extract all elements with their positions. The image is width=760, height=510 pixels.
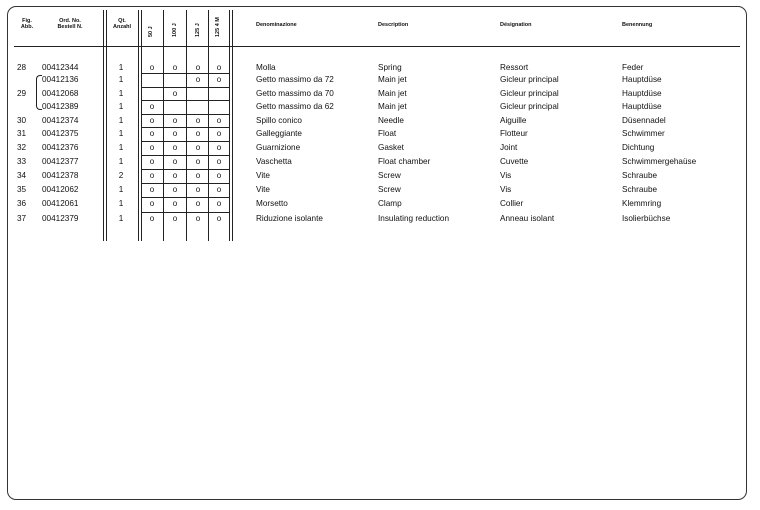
name-italian: Riduzione isolante	[256, 214, 323, 223]
model-mark: o	[195, 75, 201, 84]
quantity: 1	[118, 157, 124, 166]
mark-grid-line	[141, 114, 229, 115]
mark-grid-line	[141, 155, 229, 156]
model-mark: o	[216, 185, 222, 194]
name-english: Spring	[378, 63, 402, 72]
header-italian: Denominazione	[256, 22, 297, 28]
order-number: 00412344	[42, 63, 79, 72]
header-model-100j: 100 J	[172, 23, 178, 37]
quantity: 1	[118, 185, 124, 194]
name-french: Vis	[500, 171, 512, 180]
model-mark: o	[216, 143, 222, 152]
order-number: 00412379	[42, 214, 79, 223]
mark-grid-line	[141, 127, 229, 128]
name-english: Main jet	[378, 102, 407, 111]
model-mark: o	[149, 199, 155, 208]
name-french: Collier	[500, 199, 524, 208]
model-mark: o	[216, 199, 222, 208]
column-rule	[103, 10, 104, 241]
name-german: Schraube	[622, 171, 658, 180]
model-mark: o	[149, 157, 155, 166]
quantity: 1	[118, 63, 124, 72]
mark-grid-line	[141, 183, 229, 184]
name-italian: Getto massimo da 62	[256, 102, 334, 111]
name-german: Klemmring	[622, 199, 662, 208]
fig-number: 32	[17, 143, 27, 152]
mark-grid-line	[141, 73, 229, 74]
model-mark: o	[172, 116, 178, 125]
mark-grid-line	[141, 197, 229, 198]
order-number: 00412389	[42, 102, 79, 111]
name-german: Feder	[622, 63, 644, 72]
model-mark: o	[172, 199, 178, 208]
order-number: 00412068	[42, 89, 79, 98]
name-italian: Spillo conico	[256, 116, 302, 125]
name-french: Vis	[500, 185, 512, 194]
order-number: 00412376	[42, 143, 79, 152]
column-rule	[186, 10, 187, 241]
name-italian: Vite	[256, 171, 270, 180]
name-german: Hauptdüse	[622, 75, 662, 84]
column-rule	[138, 10, 139, 241]
name-italian: Guarnizione	[256, 143, 301, 152]
name-english: Screw	[378, 185, 401, 194]
name-italian: Vaschetta	[256, 157, 292, 166]
quantity: 1	[118, 75, 124, 84]
quantity: 1	[118, 199, 124, 208]
model-mark: o	[195, 214, 201, 223]
header-french: Désignation	[500, 22, 532, 28]
model-mark: o	[172, 171, 178, 180]
model-mark: o	[216, 214, 222, 223]
header-english: Description	[378, 22, 409, 28]
name-french: Gicleur principal	[500, 89, 559, 98]
quantity: 1	[118, 116, 124, 125]
column-rule	[232, 10, 233, 241]
name-german: Isolierbüchse	[622, 214, 671, 223]
column-rule	[163, 10, 164, 241]
model-mark: o	[216, 171, 222, 180]
model-mark: o	[149, 185, 155, 194]
column-rule	[106, 10, 107, 241]
model-mark: o	[195, 185, 201, 194]
order-number: 00412061	[42, 199, 79, 208]
fig-number: 31	[17, 129, 27, 138]
name-english: Screw	[378, 171, 401, 180]
name-german: Schraube	[622, 185, 658, 194]
name-english: Needle	[378, 116, 404, 125]
name-italian: Galleggiante	[256, 129, 302, 138]
name-german: Schwimmergehaüse	[622, 157, 697, 166]
model-mark: o	[172, 63, 178, 72]
model-mark: o	[149, 129, 155, 138]
model-mark: o	[195, 199, 201, 208]
name-french: Gicleur principal	[500, 102, 559, 111]
name-german: Schwimmer	[622, 129, 665, 138]
quantity: 2	[118, 171, 124, 180]
order-number: 00412378	[42, 171, 79, 180]
fig-number: 33	[17, 157, 27, 166]
header-divider	[14, 46, 740, 47]
name-german: Hauptdüse	[622, 102, 662, 111]
model-mark: o	[172, 214, 178, 223]
order-number: 00412062	[42, 185, 79, 194]
header-quantity: Qt. Anzahl	[112, 18, 132, 30]
name-english: Main jet	[378, 75, 407, 84]
quantity: 1	[118, 129, 124, 138]
model-mark: o	[216, 116, 222, 125]
mark-grid-line	[141, 100, 229, 101]
model-mark: o	[149, 143, 155, 152]
model-mark: o	[216, 75, 222, 84]
column-rule	[229, 10, 230, 241]
name-english: Main jet	[378, 89, 407, 98]
fig-number: 35	[17, 185, 27, 194]
header-order-number: Ord. No. Bestell N.	[57, 18, 83, 30]
mark-grid-line	[141, 169, 229, 170]
name-italian: Getto massimo da 72	[256, 75, 334, 84]
quantity: 1	[118, 102, 124, 111]
column-rule	[208, 10, 209, 241]
name-italian: Molla	[256, 63, 276, 72]
name-italian: Morsetto	[256, 199, 288, 208]
header-fig: Fig. Abb.	[20, 18, 34, 30]
fig-number: 34	[17, 171, 27, 180]
name-german: Hauptdüse	[622, 89, 662, 98]
name-italian: Getto massimo da 70	[256, 89, 334, 98]
header-german: Benennung	[622, 22, 653, 28]
name-english: Insulating reduction	[378, 214, 450, 223]
name-french: Cuvette	[500, 157, 529, 166]
model-mark: o	[195, 63, 201, 72]
mark-grid-line	[141, 87, 229, 88]
name-french: Gicleur principal	[500, 75, 559, 84]
order-number: 00412375	[42, 129, 79, 138]
quantity: 1	[118, 214, 124, 223]
name-german: Düsennadel	[622, 116, 666, 125]
fig-number: 36	[17, 199, 27, 208]
name-english: Gasket	[378, 143, 404, 152]
name-italian: Vite	[256, 185, 270, 194]
model-mark: o	[149, 102, 155, 111]
model-mark: o	[195, 129, 201, 138]
name-french: Aiguille	[500, 116, 527, 125]
header-model-125-4m: 125 4 M	[215, 17, 221, 37]
model-mark: o	[172, 129, 178, 138]
name-english: Float	[378, 129, 397, 138]
model-mark: o	[216, 63, 222, 72]
header-model-125j: 125 J	[195, 23, 201, 37]
fig-number: 29	[17, 89, 27, 98]
model-mark: o	[195, 116, 201, 125]
fig-number: 30	[17, 116, 27, 125]
column-rule	[141, 10, 142, 241]
model-mark: o	[149, 116, 155, 125]
name-german: Dichtung	[622, 143, 655, 152]
model-mark: o	[172, 143, 178, 152]
name-french: Anneau isolant	[500, 214, 555, 223]
model-mark: o	[216, 157, 222, 166]
model-mark: o	[195, 143, 201, 152]
model-mark: o	[149, 171, 155, 180]
name-french: Joint	[500, 143, 518, 152]
model-mark: o	[216, 129, 222, 138]
mark-grid-line	[141, 212, 229, 213]
model-mark: o	[195, 171, 201, 180]
header-model-50j: 50 J	[148, 26, 154, 37]
name-english: Float chamber	[378, 157, 431, 166]
order-number: 00412374	[42, 116, 79, 125]
order-number: 00412377	[42, 157, 79, 166]
mark-grid-line	[141, 141, 229, 142]
quantity: 1	[118, 89, 124, 98]
model-mark: o	[172, 157, 178, 166]
name-french: Flotteur	[500, 129, 528, 138]
fig-number: 28	[17, 63, 27, 72]
model-mark: o	[149, 214, 155, 223]
order-number: 00412136	[42, 75, 79, 84]
name-english: Clamp	[378, 199, 402, 208]
quantity: 1	[118, 143, 124, 152]
model-mark: o	[149, 63, 155, 72]
name-french: Ressort	[500, 63, 529, 72]
model-mark: o	[195, 157, 201, 166]
fig-number: 37	[17, 214, 27, 223]
model-mark: o	[172, 185, 178, 194]
model-mark: o	[172, 89, 178, 98]
